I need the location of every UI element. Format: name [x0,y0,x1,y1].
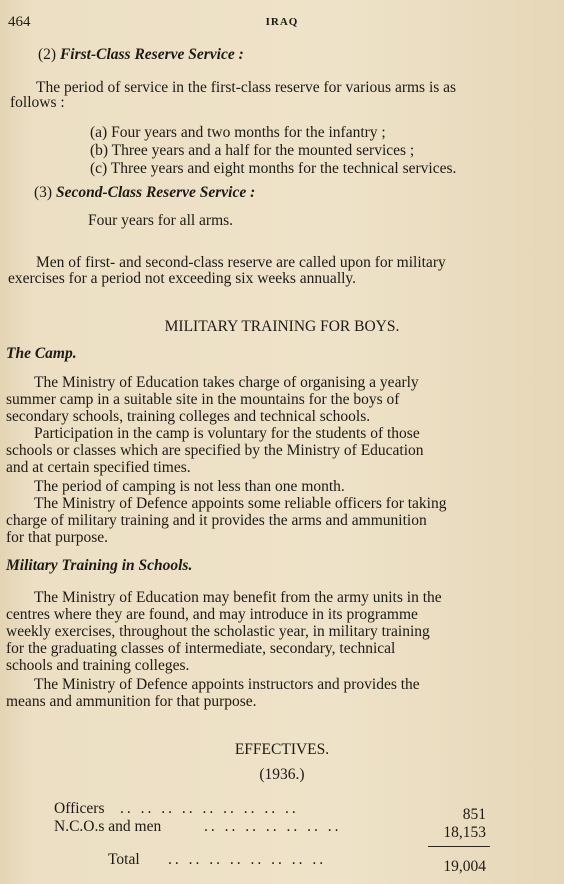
camp-line: The period of camping is not less than one month. [34,478,345,495]
leader-dots: .. .. .. .. .. .. .. .. [168,851,327,868]
camp-subheading: The Camp. [6,345,77,362]
reserve-note-line-2: exercises for a period not exceeding six weeks annually. [8,270,357,287]
section-2-intro-line-2: follows : [10,94,65,111]
leader-dots: .. .. .. .. .. .. .. .. .. [120,800,299,817]
page-number: 464 [8,14,31,30]
section-2-number: (2) [38,46,57,63]
camp-line: secondary schools, training colleges and technical schools. [6,408,371,425]
section-3-text: Four years for all arms. [88,212,234,229]
schools-line: weekly exercises, throughout the scholastic year, in military training [6,623,430,640]
section-2-title: First-Class Reserve Service : [59,46,244,63]
camp-line: and at certain specified times. [6,459,191,476]
camp-line: The Ministry of Education takes charge of organising a yearly [34,374,419,391]
schools-line: for the graduating classes of intermediate, secondary, technical [6,640,396,657]
effectives-row-value: 851 [462,806,486,823]
schools-line: centres where they are found, and may introduce in its programme [6,606,418,623]
effectives-year: (1936.) [259,766,305,783]
effectives-row-label: Officers [54,800,105,817]
leader-dots: .. .. .. .. .. .. .. [204,818,342,835]
list-item-a: (a) Four years and two months for the infantry ; [90,124,386,141]
list-item-b: (b) Three years and a half for the mounted services ; [90,142,415,159]
section-2-heading [38,46,244,63]
schools-line: schools and training colleges. [6,657,190,674]
effectives-row-label: N.C.O.s and men [54,818,162,835]
section-3-heading [34,184,255,201]
military-training-heading: MILITARY TRAINING FOR BOYS. [164,318,400,335]
schools-line: means and ammunition for that purpose. [6,693,257,710]
list-item-c: (c) Three years and eight months for the technical services. [90,160,457,177]
effectives-heading: EFFECTIVES. [234,741,330,758]
schools-line: The Ministry of Defence appoints instructors and provides the [34,676,420,693]
section-3-number: (3) [34,184,53,201]
camp-line: schools or classes which are specified by the Ministry of Education [6,442,424,459]
schools-subheading: Military Training in Schools. [6,557,193,574]
running-title: IRAQ [265,16,299,28]
section-2-intro-line-1: The period of service in the first-class reserve for various arms is as [36,79,457,96]
schools-line: The Ministry of Education may benefit from the army units in the [34,589,442,606]
effectives-row-value: 18,153 [443,824,486,841]
section-3-title: Second-Class Reserve Service : [55,184,256,201]
reserve-note-line-1: Men of first- and second-class reserve are called upon for military [36,254,446,271]
effectives-total-value: 19,004 [443,858,486,875]
camp-line: for that purpose. [6,529,109,546]
camp-line: charge of military training and it provides the arms and ammunition [6,512,427,529]
camp-line: Participation in the camp is voluntary for the students of those [34,425,420,442]
total-rule [428,846,490,847]
camp-line: The Ministry of Defence appoints some reliable officers for taking [34,495,447,512]
effectives-total-label: Total [108,851,140,868]
camp-line: summer camp in a suitable site in the mountains for the boys of [6,391,400,408]
